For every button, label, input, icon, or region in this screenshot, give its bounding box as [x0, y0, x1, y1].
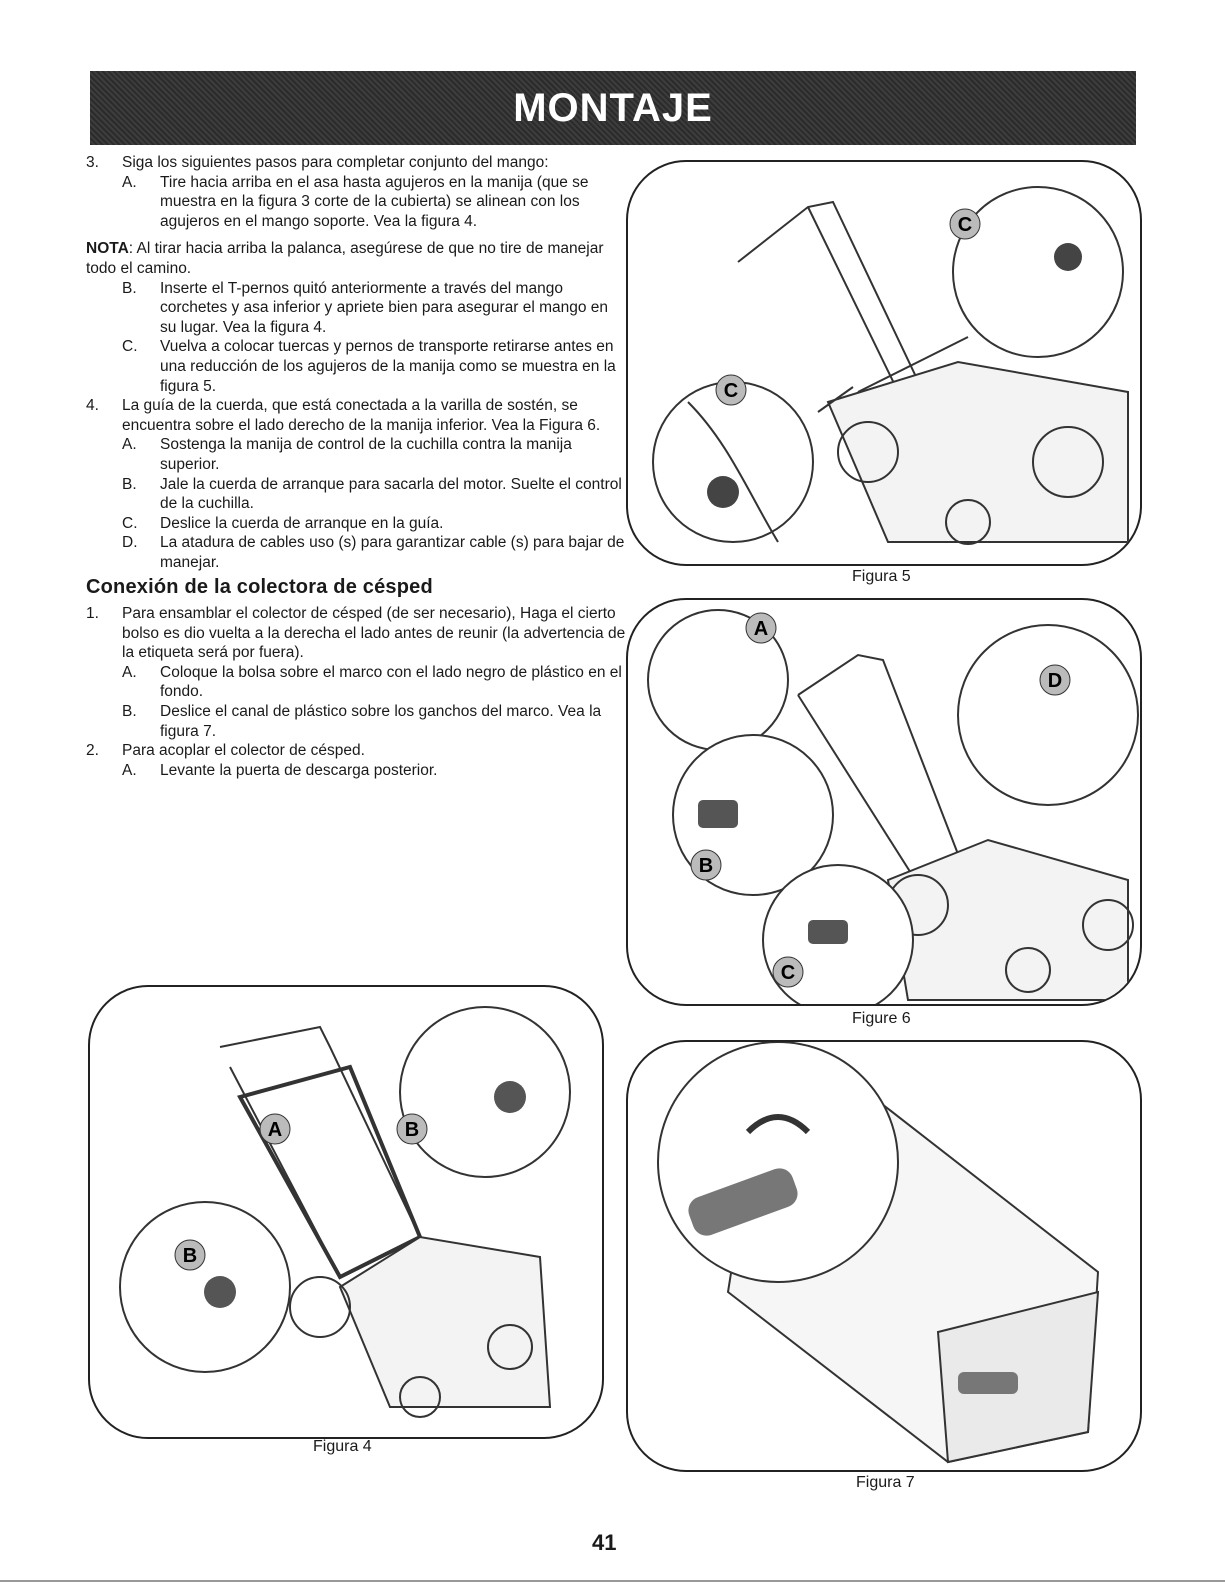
- step-2a: A. Levante la puerta de descarga posterior.: [122, 761, 438, 779]
- step-1: 1. Para ensamblar el colector de césped (de ser necesario), Haga el cierto bolso es dio vuelta a la derecha el lado antes de reunir (la advertencia de la etiqueta será por fuera).: [86, 605, 626, 662]
- section-title: MONTAJE: [513, 85, 713, 130]
- figure-5-caption: Figura 5: [852, 568, 911, 585]
- callout-label: D: [1047, 670, 1063, 692]
- section-heading: Conexión de la colectora de césped: [86, 576, 433, 599]
- step-4: 4. La guía de la cuerda, que está conectada a la varilla de sostén, se encuentra sobre el lado derecho de la manija inferior. Vea la Figura 6.: [86, 397, 601, 434]
- figure-6-caption: Figure 6: [852, 1010, 911, 1027]
- callout-label: B: [404, 1119, 420, 1141]
- step-3a: A. Tire hacia arriba en el asa hasta agujeros en la manija (que se muestra en la figura 3 corte de la cubierta) se alinean con los agujeros en el mango soporte. Vea la figura 4.: [122, 173, 589, 230]
- step-3: 3. Siga los siguientes pasos para completar conjunto del mango:: [86, 154, 549, 171]
- step-4c: C. Deslice la cuerda de arranque en la guía.: [122, 514, 444, 532]
- page-bottom-rule: [0, 1580, 1225, 1582]
- section-banner: [90, 71, 1136, 145]
- step-4b: B. Jale la cuerda de arranque para sacarla del motor. Suelte el control de la cuchilla.: [122, 475, 622, 513]
- callout-label: A: [753, 618, 769, 640]
- figure-4-caption: Figura 4: [313, 1438, 372, 1455]
- callout-label: C: [723, 380, 739, 402]
- step-1b: B. Deslice el canal de plástico sobre los ganchos del marco. Vea la figura 7.: [122, 703, 602, 740]
- figure-6-illustration: [626, 598, 1142, 1006]
- page-number: 41: [592, 1530, 617, 1555]
- callout-label: C: [780, 962, 796, 984]
- callout-label: B: [698, 855, 714, 877]
- step-2: 2. Para acoplar el colector de césped.: [86, 742, 365, 760]
- step-3b: B. Inserte el T-pernos quitó anteriormente a través del mango corchetes y asa inferior y apriete bien para asegurar el mango en su lugar. Vea la figura 4.: [122, 279, 609, 336]
- callout-label: B: [182, 1245, 198, 1267]
- step-3c: C. Vuelva a colocar tuercas y pernos de transporte retirarse antes en una reducción de los agujeros de la manija como se muestra en la figura 5.: [122, 338, 616, 395]
- figure-4-illustration: [88, 985, 604, 1439]
- instructions-column: [86, 153, 626, 780]
- figure-5-illustration: [626, 160, 1142, 566]
- callout-label: C: [957, 214, 973, 236]
- step-1a: A. Coloque la bolsa sobre el marco con el lado negro de plástico en el fondo.: [122, 663, 622, 701]
- note: NOTA: Al tirar hacia arriba la palanca, asegúrese de que no tire de manejar todo el camino.: [86, 240, 604, 277]
- step-4d: D. La atadura de cables uso (s) para garantizar cable (s) para bajar de manejar.: [122, 534, 625, 571]
- step-4a: A. Sostenga la manija de control de la cuchilla contra la manija superior.: [122, 436, 572, 473]
- figure-7-illustration: [626, 1040, 1142, 1472]
- callout-label: A: [267, 1119, 283, 1141]
- figure-7-caption: Figura 7: [856, 1474, 915, 1491]
